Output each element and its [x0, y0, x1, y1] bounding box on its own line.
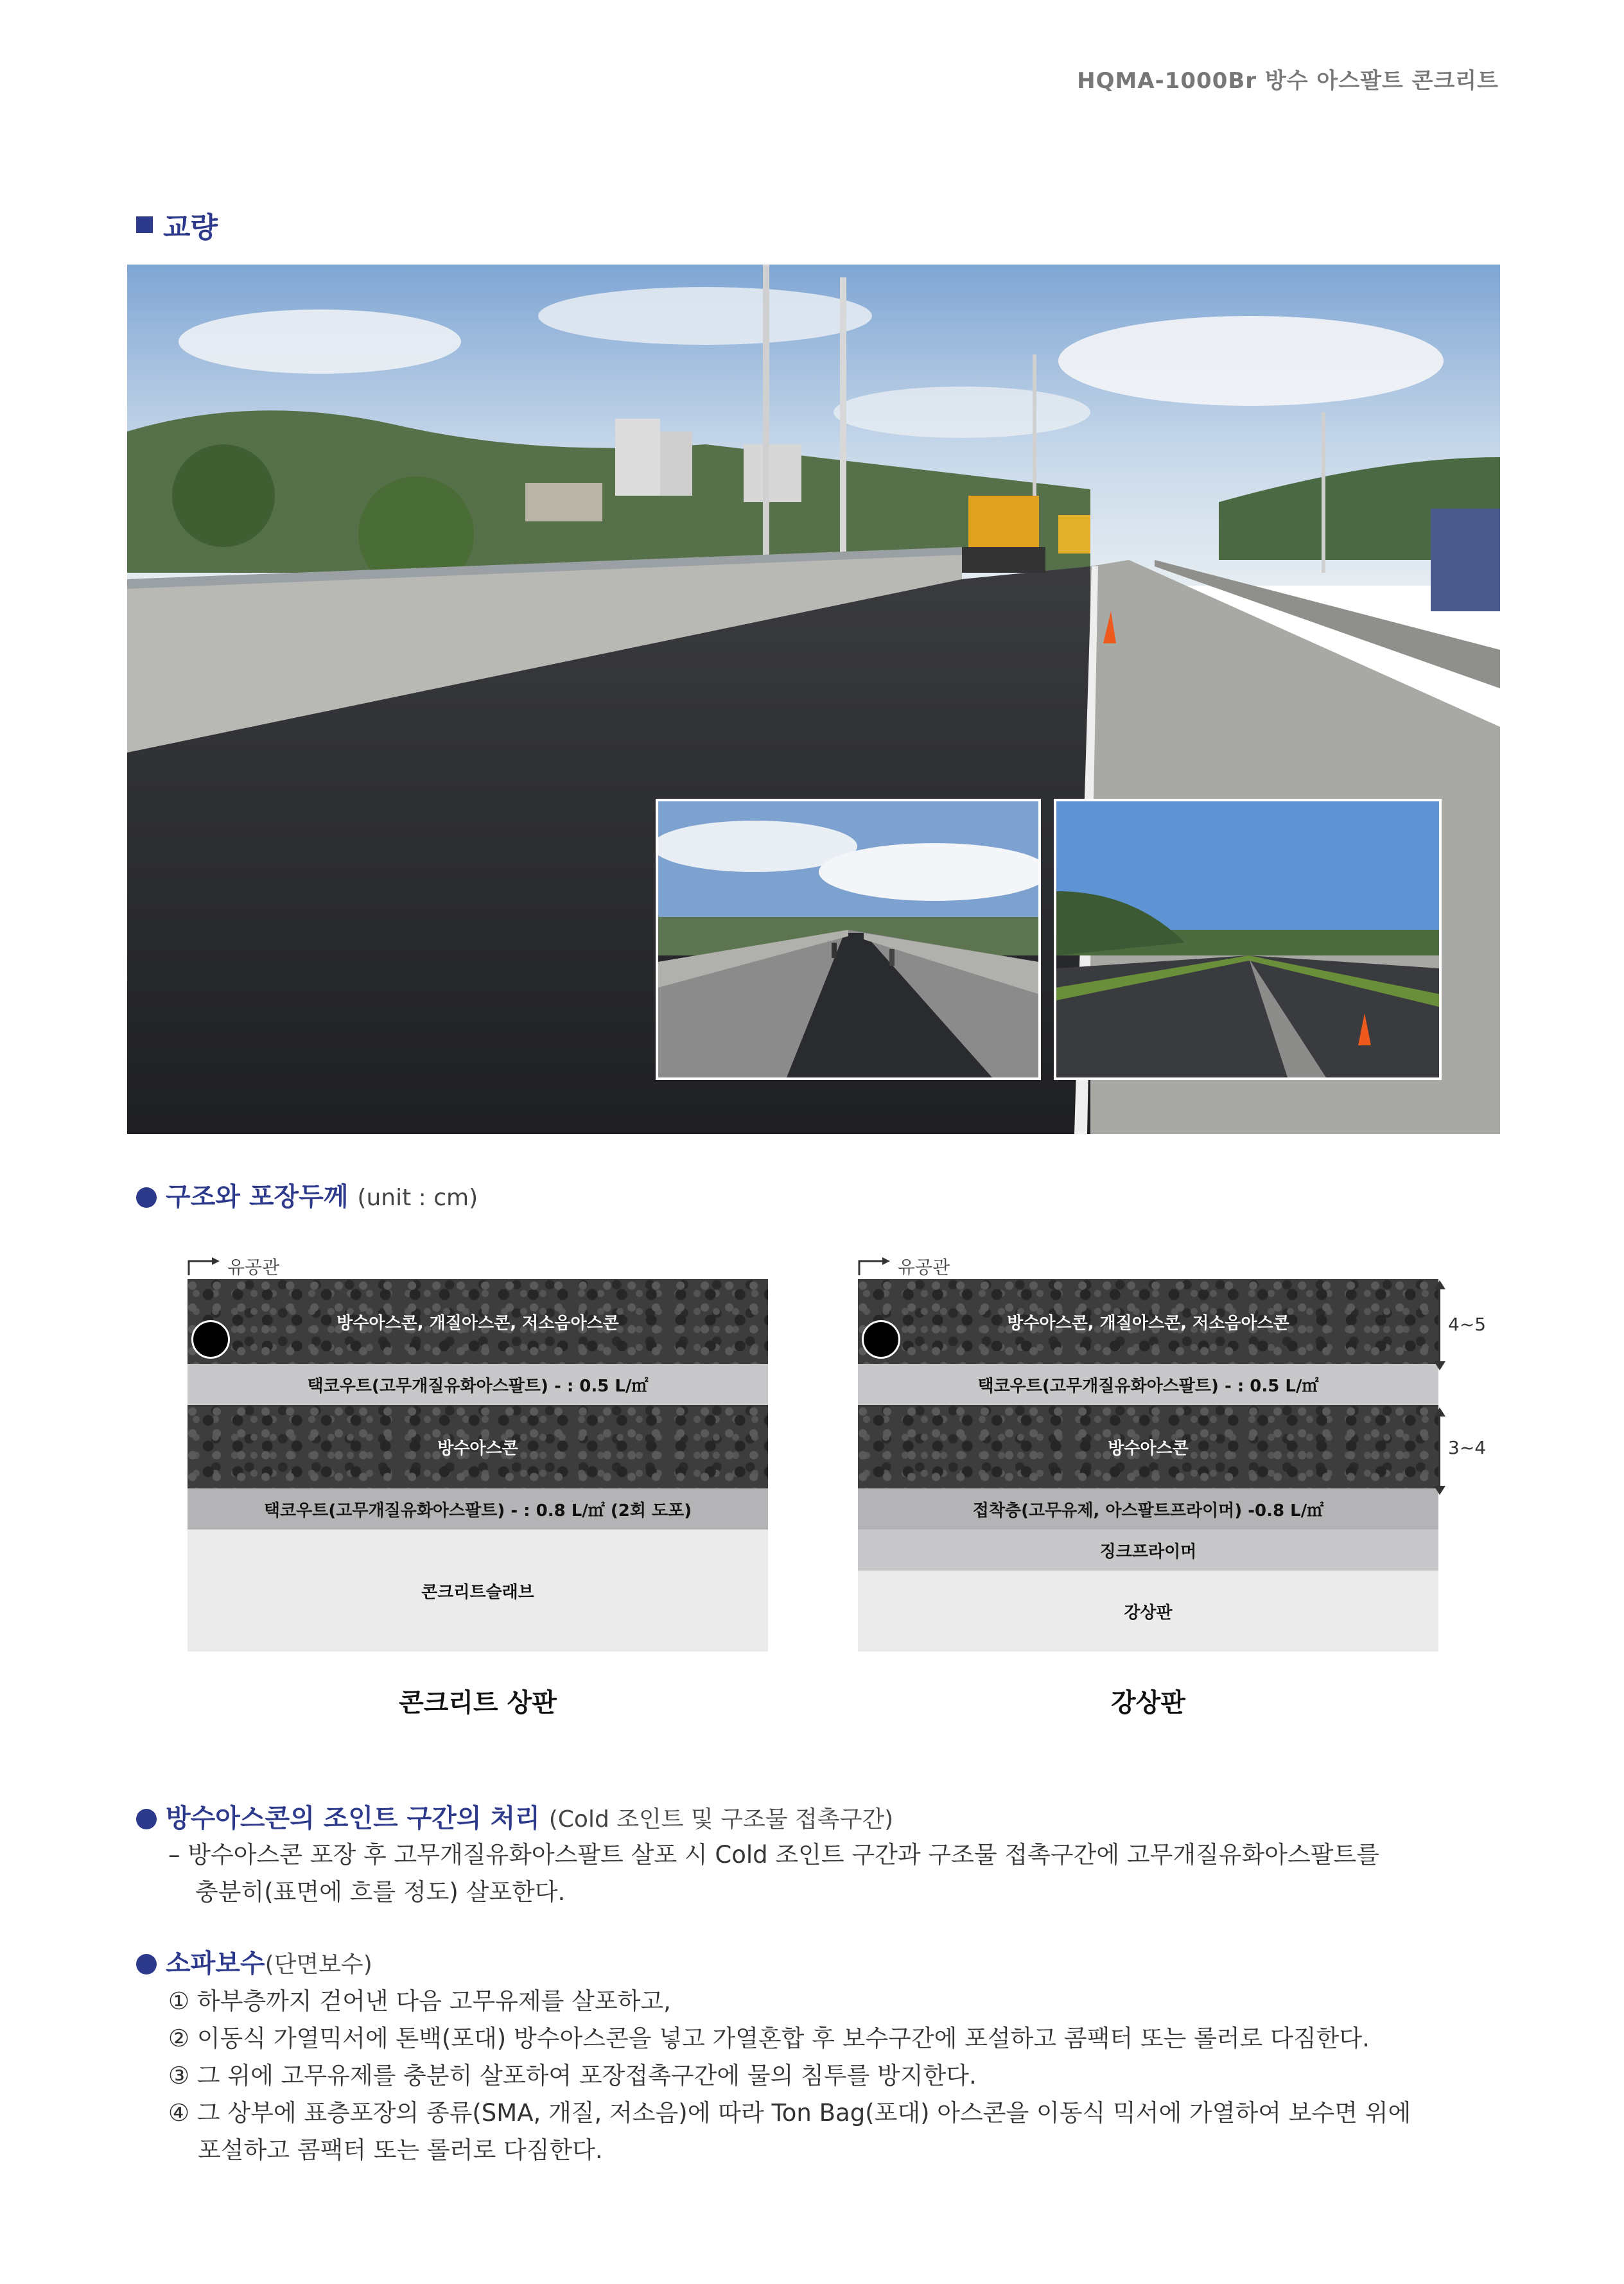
joint-heading — [136, 1798, 893, 1835]
layer-surface-asphalt — [858, 1279, 1438, 1364]
layer-surface-asphalt — [188, 1279, 768, 1364]
layer-tack-coat — [858, 1364, 1438, 1405]
pipe-label: 유공관 — [898, 1257, 950, 1278]
dimension-mid-label: 3~4 — [1448, 1437, 1487, 1458]
arrow-right-icon — [188, 1256, 223, 1277]
layer-label: 방수아스콘, 개질아스콘, 저소음아스콘 — [1007, 1313, 1289, 1333]
bullet-icon — [136, 1187, 157, 1208]
diagram-steel-deck — [858, 1253, 1438, 1652]
structure-heading-unit: (unit : cm) — [357, 1185, 478, 1211]
layer-label: 택코우트(고무개질유화아스팔트) - : 0.5 L/㎡ — [977, 1376, 1319, 1396]
layer-tack-coat — [188, 1364, 768, 1405]
drain-pipe-icon — [862, 1320, 900, 1359]
document-header-title: HQMA-1000Br 방수 아스팔트 콘크리트 — [1077, 68, 1499, 94]
dimension-arrows-mid-icon — [1431, 1408, 1448, 1495]
layer-label: 택코우트(고무개질유화아스팔트) - : 0.8 L/㎡ (2회 도포) — [263, 1501, 692, 1521]
repair-heading-sub: (단면보수) — [265, 1951, 372, 1978]
structure-heading — [136, 1176, 478, 1213]
repair-step-4: ④ 그 상부에 표층포장의 종류(SMA, 개질, 저소음)에 따라 Ton Bag(포대) 아스콘을 이동식 믹서에 가열하여 보수면 위에 — [168, 2099, 1411, 2127]
layer-concrete-slab — [188, 1530, 768, 1652]
joint-line-1: – 방수아스콘 포장 후 고무개질유화아스팔트 살포 시 Cold 조인트 구간과 구조물 접촉구간에 고무개질유화아스팔트를 — [168, 1841, 1380, 1869]
pipe-label: 유공관 — [227, 1257, 280, 1278]
diagram-concrete-deck — [188, 1253, 768, 1652]
layer-waterproof-asphalt — [188, 1405, 768, 1488]
layer-label: 방수아스콘, 개질아스콘, 저소음아스콘 — [336, 1313, 619, 1333]
section-heading — [136, 204, 218, 245]
bullet-icon — [136, 1954, 157, 1975]
layer-label: 방수아스콘 — [437, 1438, 518, 1458]
section-title: 교량 — [163, 211, 218, 244]
layer-label: 방수아스콘 — [1108, 1438, 1189, 1458]
drain-pipe-icon — [191, 1320, 230, 1359]
caption-concrete-deck: 콘크리트 상판 — [399, 1688, 557, 1718]
layer-label: 강상판 — [1124, 1603, 1173, 1623]
repair-steps — [168, 1983, 1517, 2169]
inset-photo-road-lanes — [1054, 799, 1442, 1080]
repair-heading-title: 소파보수 — [166, 1949, 265, 1978]
arrow-right-icon — [858, 1256, 894, 1277]
pipe-label-row — [188, 1253, 768, 1279]
structure-heading-title: 구조와 포장두께 — [166, 1182, 349, 1212]
dimension-arrows-top-icon — [1431, 1280, 1448, 1370]
layer-tack-coat-double — [188, 1488, 768, 1530]
repair-step-2: ② 이동식 가열믹서에 톤백(포대) 방수아스콘을 넣고 가열혼합 후 보수구간에 포설하고 콤팩터 또는 롤러로 다짐한다. — [168, 2025, 1370, 2052]
joint-heading-sub: (Cold 조인트 및 구조물 접촉구간) — [548, 1806, 894, 1833]
joint-heading-title: 방수아스콘의 조인트 구간의 처리 — [166, 1804, 540, 1833]
joint-line-2: 충분히(표면에 흐를 정도) 살포한다. — [195, 1878, 566, 1906]
joint-description — [168, 1836, 1517, 1911]
inset-photo-paving-crew — [656, 799, 1041, 1080]
layer-label: 접착층(고무유제, 아스팔트프라이머) -0.8 L/㎡ — [972, 1501, 1324, 1521]
caption-steel-deck: 강상판 — [1111, 1688, 1185, 1718]
layer-adhesive — [858, 1488, 1438, 1530]
dimension-top-label: 4~5 — [1448, 1314, 1487, 1335]
pipe-label-row — [858, 1253, 1438, 1279]
layer-label: 택코우트(고무개질유화아스팔트) - : 0.5 L/㎡ — [307, 1376, 649, 1396]
repair-heading — [136, 1943, 372, 1980]
repair-step-1: ① 하부층까지 걷어낸 다음 고무유제를 살포하고, — [168, 1987, 671, 2015]
layer-label: 징크프라이머 — [1099, 1542, 1197, 1562]
layer-steel-plate — [858, 1571, 1438, 1652]
repair-step-4-cont: 포설하고 콤팩터 또는 롤러로 다짐한다. — [198, 2136, 603, 2164]
layer-zinc-primer — [858, 1530, 1438, 1571]
inset-road-illustration — [1056, 801, 1439, 1077]
repair-step-3: ③ 그 위에 고무유제를 충분히 살포하여 포장접촉구간에 물의 침투를 방지한다. — [168, 2062, 977, 2089]
layer-waterproof-asphalt — [858, 1405, 1438, 1488]
inset-paving-illustration — [658, 801, 1038, 1077]
square-bullet-icon — [136, 216, 153, 233]
layer-label: 콘크리트슬래브 — [421, 1582, 534, 1602]
bullet-icon — [136, 1809, 157, 1829]
